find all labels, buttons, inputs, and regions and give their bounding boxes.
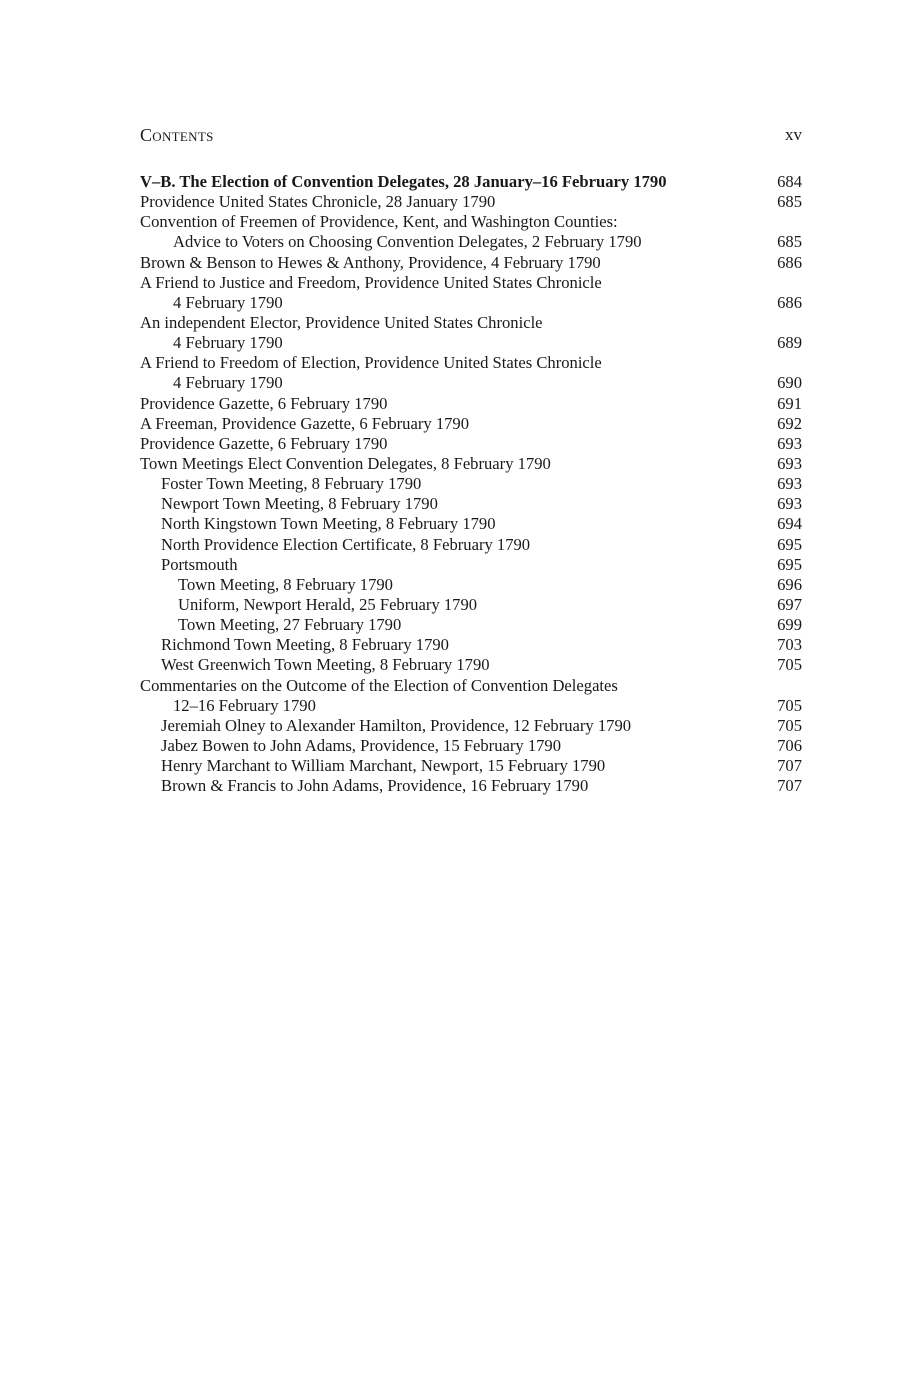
toc-entry-page: 705 <box>777 695 802 715</box>
toc-entry-page: 689 <box>777 333 802 353</box>
toc-entry <box>140 414 802 434</box>
toc-subentry <box>140 494 802 514</box>
toc-entry-page: 686 <box>777 292 802 312</box>
toc-entry-page: 703 <box>777 635 802 655</box>
toc-entry-title: Providence Gazette, 6 February 1790 <box>140 433 388 453</box>
toc-entry-page: 705 <box>777 655 802 675</box>
toc-entry-continuation <box>140 373 802 393</box>
toc-entry-continuation <box>140 293 802 313</box>
toc-entry-title: Richmond Town Meeting, 8 February 1790 <box>161 635 449 655</box>
toc-entry-page: 691 <box>777 393 802 413</box>
toc-entry-page: 696 <box>777 574 802 594</box>
toc-entry-title: A Friend to Freedom of Election, Providence United States Chronicle <box>140 353 602 373</box>
toc-subentry <box>140 535 802 555</box>
toc-entry-title: Uniform, Newport Herald, 25 February 1790 <box>178 594 478 614</box>
table-of-contents <box>140 172 802 796</box>
toc-entry-page: 695 <box>777 554 802 574</box>
toc-entry-title: Advice to Voters on Choosing Convention Delegates, 2 February 1790 <box>173 232 642 252</box>
toc-entry-page: 693 <box>777 494 802 514</box>
toc-entry-title: Henry Marchant to William Marchant, Newport, 15 February 1790 <box>161 756 606 776</box>
toc-entry-title: Town Meeting, 27 February 1790 <box>178 615 402 635</box>
toc-entry-page: 697 <box>777 594 802 614</box>
toc-entry <box>140 394 802 414</box>
toc-subentry <box>140 716 802 736</box>
toc-entry-title: 4 February 1790 <box>173 292 283 312</box>
toc-entry-page: 706 <box>777 735 802 755</box>
toc-entry-page: 694 <box>777 514 802 534</box>
toc-entry <box>140 212 802 232</box>
toc-entry-page: 693 <box>777 474 802 494</box>
toc-subentry <box>140 635 802 655</box>
toc-subentry <box>140 514 802 534</box>
toc-entry-title: Brown & Francis to John Adams, Providence, 16 February 1790 <box>161 776 589 796</box>
toc-entry-title: Jabez Bowen to John Adams, Providence, 15 February 1790 <box>161 735 562 755</box>
toc-entry-title: Newport Town Meeting, 8 February 1790 <box>161 494 438 514</box>
toc-entry-page: 699 <box>777 615 802 635</box>
running-title: Contents <box>140 125 214 145</box>
toc-subsubentry <box>140 575 802 595</box>
toc-entry-continuation <box>140 232 802 252</box>
toc-subsubentry <box>140 615 802 635</box>
toc-entry-page: 707 <box>777 776 802 796</box>
toc-subentry <box>140 655 802 675</box>
toc-entry <box>140 273 802 293</box>
toc-subentry <box>140 555 802 575</box>
toc-entry-title: North Kingstown Town Meeting, 8 February 1790 <box>161 514 496 534</box>
toc-subentry <box>140 776 802 796</box>
toc-entry-continuation <box>140 696 802 716</box>
toc-entry-title: Jeremiah Olney to Alexander Hamilton, Providence, 12 February 1790 <box>161 715 632 735</box>
toc-subsubentry <box>140 595 802 615</box>
toc-entry <box>140 253 802 273</box>
toc-subentry <box>140 474 802 494</box>
toc-entry <box>140 192 802 212</box>
toc-entry-title: V–B. The Election of Convention Delegates, 28 January–16 February 1790 <box>140 172 667 191</box>
toc-entry-title: Commentaries on the Outcome of the Election of Convention Delegates <box>140 675 618 695</box>
toc-entry-title: Convention of Freemen of Providence, Kent, and Washington Counties: <box>140 212 618 232</box>
toc-entry-page: 690 <box>777 373 802 393</box>
toc-entry <box>140 434 802 454</box>
toc-entry-title: North Providence Election Certificate, 8 February 1790 <box>161 534 531 554</box>
toc-entry-page: 692 <box>777 413 802 433</box>
toc-section-heading <box>140 172 802 192</box>
toc-entry-title: A Friend to Justice and Freedom, Providence United States Chronicle <box>140 272 602 292</box>
toc-entry-title: A Freeman, Providence Gazette, 6 February 1790 <box>140 413 470 433</box>
toc-entry-title: An independent Elector, Providence United States Chronicle <box>140 312 543 332</box>
toc-entry-title: Portsmouth <box>161 554 238 574</box>
toc-entry <box>140 353 802 373</box>
toc-entry-continuation <box>140 333 802 353</box>
toc-entry-page: 686 <box>777 252 802 272</box>
toc-entry-title: Town Meetings Elect Convention Delegates, 8 February 1790 <box>140 453 551 473</box>
toc-entry <box>140 676 802 696</box>
toc-entry-title: 4 February 1790 <box>173 373 283 393</box>
toc-entry <box>140 454 802 474</box>
toc-entry-page: 684 <box>777 172 802 191</box>
toc-entry-title: 4 February 1790 <box>173 333 283 353</box>
toc-subentry <box>140 736 802 756</box>
toc-entry-title: Brown & Benson to Hewes & Anthony, Providence, 4 February 1790 <box>140 252 601 272</box>
toc-entry-title: Providence United States Chronicle, 28 January 1790 <box>140 192 496 212</box>
toc-entry-page: 685 <box>777 232 802 252</box>
toc-entry-page: 695 <box>777 534 802 554</box>
toc-entry-title: West Greenwich Town Meeting, 8 February 1790 <box>161 655 490 675</box>
toc-entry-page: 705 <box>777 715 802 735</box>
running-head <box>140 124 802 146</box>
toc-entry-page: 693 <box>777 453 802 473</box>
toc-entry-title: Providence Gazette, 6 February 1790 <box>140 393 388 413</box>
toc-entry-page: 693 <box>777 433 802 453</box>
toc-entry-title: 12–16 February 1790 <box>173 695 316 715</box>
toc-entry <box>140 313 802 333</box>
toc-entry-title: Town Meeting, 8 February 1790 <box>178 574 393 594</box>
page-number: xv <box>785 125 802 144</box>
toc-entry-title: Foster Town Meeting, 8 February 1790 <box>161 474 422 494</box>
toc-subentry <box>140 756 802 776</box>
toc-entry-page: 707 <box>777 756 802 776</box>
toc-entry-page: 685 <box>777 192 802 212</box>
